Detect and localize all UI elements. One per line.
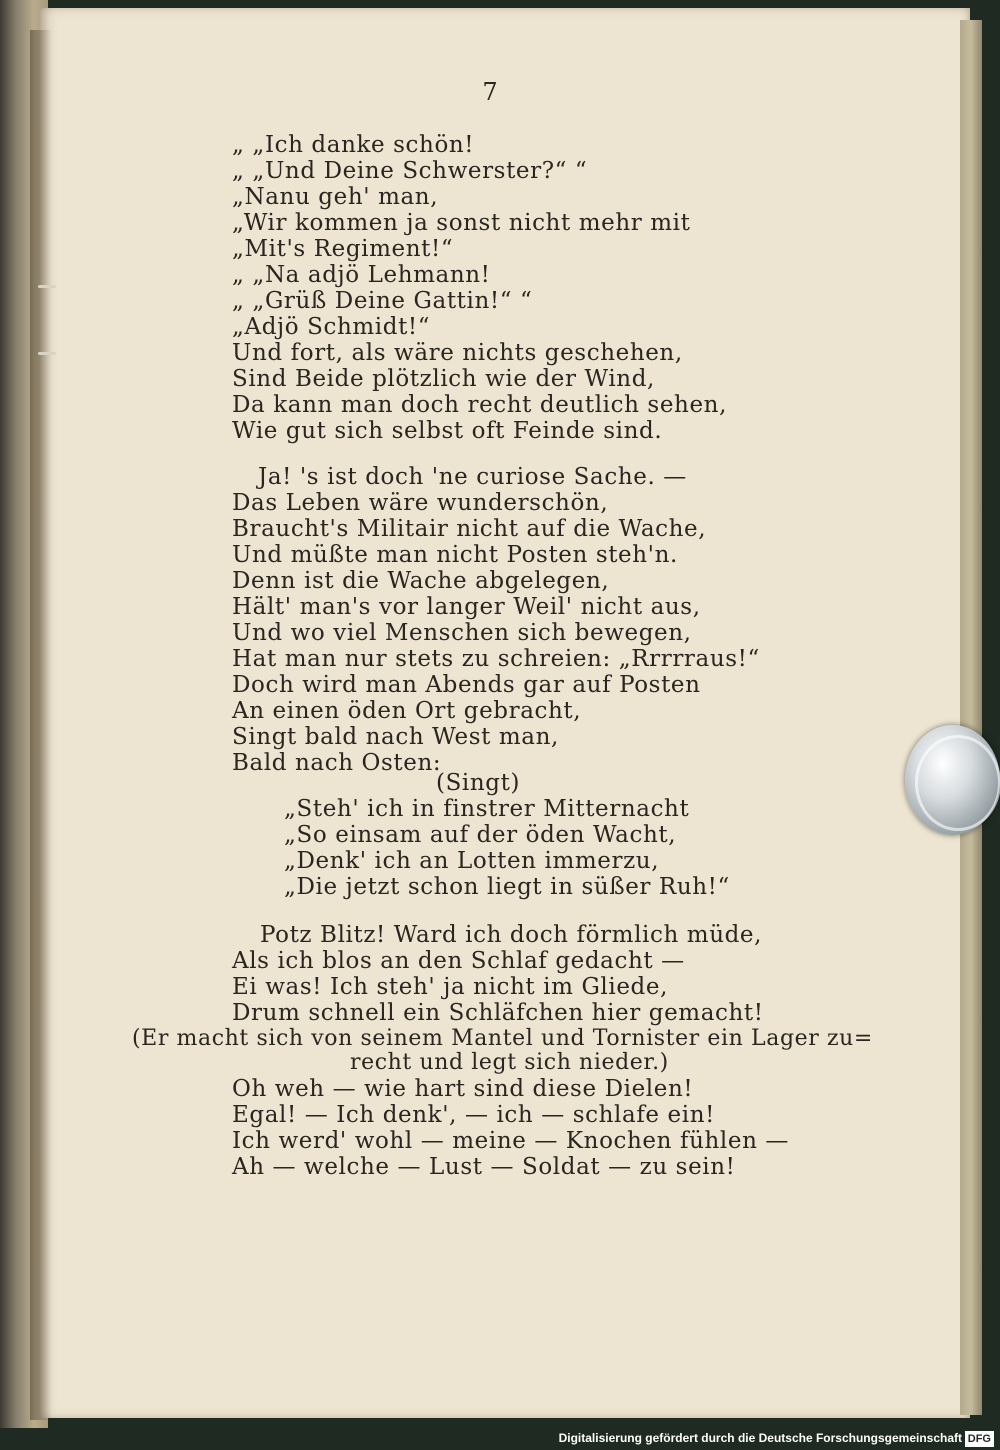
text-line: Ich werd' wohl — meine — Knochen fühlen — (232, 1128, 789, 1154)
page-number: 7 (482, 78, 498, 106)
text-line: Bald nach Osten: (232, 750, 442, 776)
text-line: Potz Blitz! Ward ich doch förmlich müde, (260, 922, 763, 948)
text-line: Als ich blos an den Schlaf gedacht — (232, 948, 685, 974)
text-line: „So einsam auf der öden Wacht, (284, 822, 677, 848)
page-binding-shadow (30, 30, 52, 1420)
dfg-logo: DFG (965, 1431, 994, 1447)
text-line: Egal! — Ich denk', — ich — schlafe ein! (232, 1102, 715, 1128)
text-line: „ „Ich danke schön! (232, 132, 475, 158)
text-line: Denn ist die Wache abgelegen, (232, 568, 610, 594)
text-line: Hält' man's vor langer Weil' nicht aus, (232, 594, 701, 620)
text-line: Drum schnell ein Schläfchen hier gemacht! (232, 1000, 764, 1026)
stage-direction: (Er macht sich von seinem Mantel und Tornister ein Lager zu= (132, 1026, 873, 1051)
text-line: „Denk' ich an Lotten immerzu, (284, 848, 660, 874)
text-line: Ah — welche — Lust — Soldat — zu sein! (232, 1154, 736, 1180)
text-line: Singt bald nach West man, (232, 724, 559, 750)
text-line: Ja! 's ist doch 'ne curiose Sache. — (258, 464, 687, 490)
text-line: „ „Na adjö Lehmann! (232, 262, 491, 288)
binding-thread (38, 285, 56, 288)
text-line: „ „Und Deine Schwerster?“ “ (232, 158, 588, 184)
text-line: „Adjö Schmidt!“ (232, 314, 431, 340)
text-line: Sind Beide plötzlich wie der Wind, (232, 366, 655, 392)
text-line: „Nanu geh' man, (232, 184, 439, 210)
footer-credit: Digitalisierung gefördert durch die Deutsche Forschungsgemeinschaft (558, 1431, 962, 1445)
text-line: Hat man nur stets zu schreien: „Rrrrraus!“ (232, 646, 760, 672)
text-line: „ „Grüß Deine Gattin!“ “ (232, 288, 533, 314)
text-line: Braucht's Militair nicht auf die Wache, (232, 516, 707, 542)
text-line: Und fort, als wäre nichts geschehen, (232, 340, 683, 366)
stage-direction: recht und legt sich nieder.) (350, 1050, 669, 1075)
text-line: Und wo viel Menschen sich bewegen, (232, 620, 692, 646)
page-edge (960, 20, 982, 1415)
text-line: „Mit's Regiment!“ (232, 236, 454, 262)
text-line: „Steh' ich in finstrer Mitternacht (284, 796, 690, 822)
text-line: „Die jetzt schon liegt in süßer Ruh!“ (284, 874, 730, 900)
text-line: Da kann man doch recht deutlich sehen, (232, 392, 727, 418)
text-line: Das Leben wäre wunderschön, (232, 490, 609, 516)
text-line: Wie gut sich selbst oft Feinde sind. (232, 418, 663, 444)
text-line: Doch wird man Abends gar auf Posten (232, 672, 701, 698)
text-line: Und müßte man nicht Posten steh'n. (232, 542, 678, 568)
text-line: Ei was! Ich steh' ja nicht im Gliede, (232, 974, 668, 1000)
binding-thread (38, 352, 56, 355)
magnifier-rim (915, 735, 1000, 831)
text-line: An einen öden Ort gebracht, (232, 698, 582, 724)
text-line: „Wir kommen ja sonst nicht mehr mit (232, 210, 691, 236)
stage-direction: (Singt) (436, 770, 521, 796)
text-line: Oh weh — wie hart sind diese Dielen! (232, 1076, 694, 1102)
